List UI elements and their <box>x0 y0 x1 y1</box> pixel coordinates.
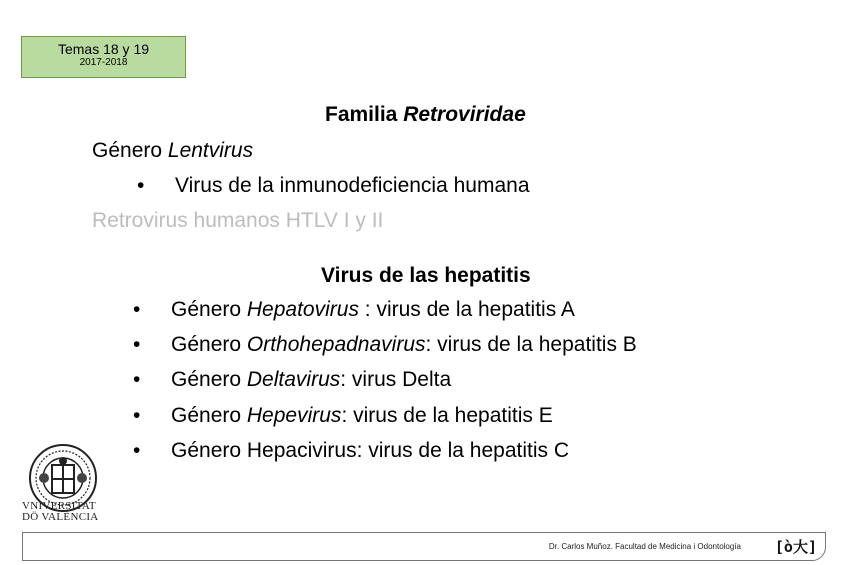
hepatitis-item: • Género Orthohepadnavirus: virus de la hepatitis B <box>133 333 637 356</box>
hiv-bullet-item: • Virus de la inmunodeficiencia humana <box>137 174 530 197</box>
hepatitis-title: Virus de las hepatitis <box>321 264 531 287</box>
lentvirus-genus: Género Lentvirus <box>92 139 254 162</box>
course-badge <box>21 36 186 78</box>
badge-title: Temas 18 y 19 <box>57 41 150 57</box>
badge-year: 2017-2018 <box>79 57 128 68</box>
hepatitis-item: • Género Deltavirus: virus Delta <box>133 368 452 391</box>
retroviridae-title: Familia Retroviridae <box>325 103 526 126</box>
footer-logo-mark: [ò大] <box>774 538 817 556</box>
htlv-line: Retrovirus humanos HTLV I y II <box>92 209 384 232</box>
hepatitis-item: • Género Hepacivirus: virus de la hepatitis C <box>133 439 570 462</box>
footer-bar <box>22 532 826 561</box>
university-name: VNIVERSITAT DÖ VALÈNCIA <box>22 500 99 523</box>
footer-credit: Dr. Carlos Muñoz. Facultad de Medicina i Odontología <box>548 542 741 551</box>
hepatitis-item: • Género Hepevirus: virus de la hepatitis E <box>133 404 553 427</box>
hepatitis-item: • Género Hepatovirus : virus de la hepatitis A <box>133 298 575 321</box>
